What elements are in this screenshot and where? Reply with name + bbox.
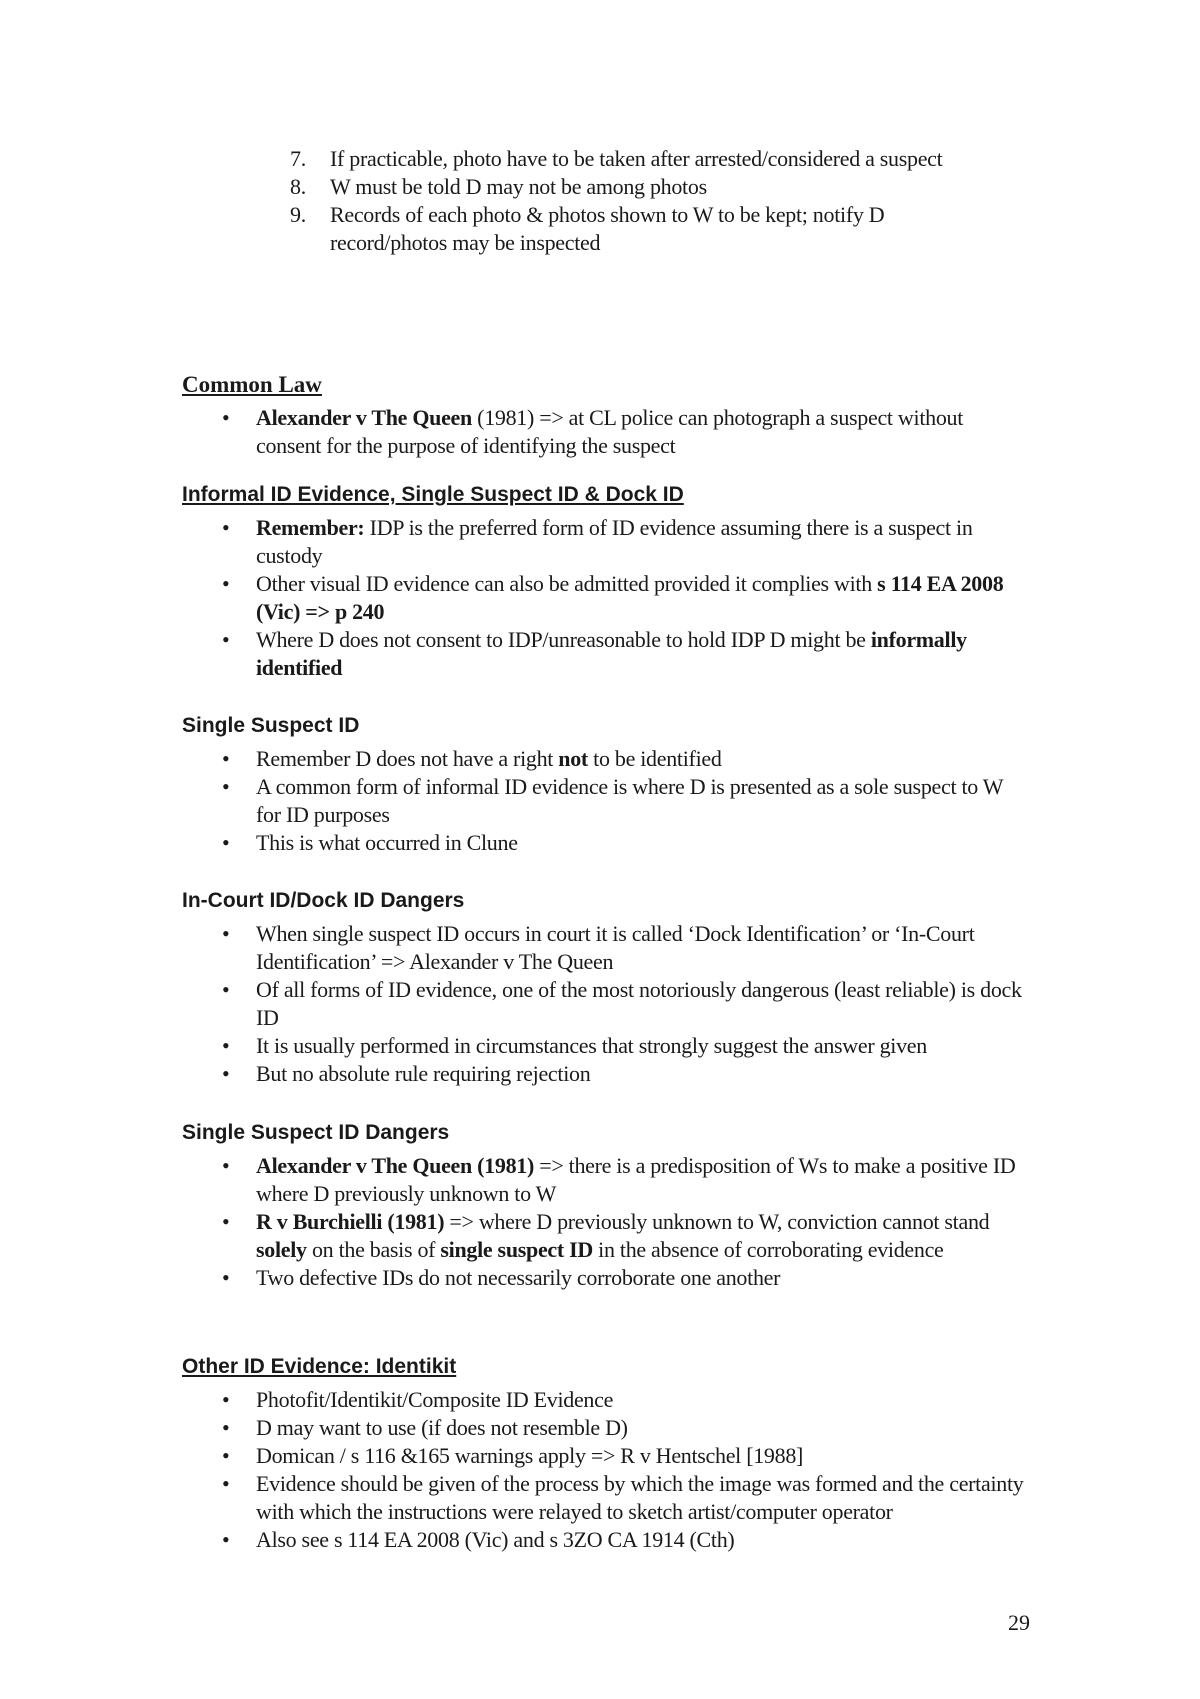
emphasis: not [558,746,588,771]
list-text: (1981) => at CL police can photograph a suspect without consent for the purpose of identifying the suspect [256,405,964,458]
list-item [290,201,990,257]
case-name: R v Burchielli (1981) [256,1209,445,1234]
section-heading: Informal ID Evidence, Single Suspect ID & Dock ID [182,483,684,506]
list-text: Other visual ID evidence can also be admitted provided it complies with [256,571,878,596]
list-text: on the basis of [306,1237,441,1262]
list-item [182,626,1032,682]
bullet-list [182,745,1032,857]
identikit-section [182,1352,1032,1554]
list-item [290,145,990,173]
list-item: • A common form of informal ID evidence is where D is presented as a sole suspect to W for ID purposes [182,773,1032,829]
emphasis: solely [256,1237,307,1262]
list-number: 9. [290,202,306,227]
informal-id-section [182,480,1032,682]
common-law-section [182,370,1032,460]
list-text: => there is a predisposition of Ws to make a positive ID where D previously unknown to W [256,1153,1016,1206]
section-heading: Single Suspect ID Dangers [182,1121,450,1144]
list-item: • But no absolute rule requiring rejection [182,1060,1032,1088]
list-item [182,1152,1032,1208]
list-item: • This is what occurred in Clune [182,829,1032,857]
section-heading: Common Law [182,372,322,397]
emphasis: informally identified [256,627,967,680]
bullet-list [182,1386,1032,1554]
emphasis: s 114 EA 2008 (Vic) => p 240 [256,571,1004,624]
list-text: Remember D does not have a right [256,746,559,771]
list-text: Where D does not consent to IDP/unreasonable to hold IDP D might be [256,627,871,652]
list-item [182,1208,1032,1264]
emphasis: Remember: [256,515,365,540]
list-item: • Of all forms of ID evidence, one of the most notoriously dangerous (least reliable) is dock ID [182,976,1032,1032]
section-heading: Single Suspect ID [182,714,360,737]
list-text: W must be told D may not be among photos [330,174,707,199]
list-item: • D may want to use (if does not resemble D) [182,1414,1032,1442]
list-item: • Two defective IDs do not necessarily corroborate one another [182,1264,1032,1292]
single-suspect-section [182,711,1032,857]
bullet-list [182,920,1032,1088]
section-heading: In-Court ID/Dock ID Dangers [182,889,465,912]
single-suspect-dangers-section [182,1118,1032,1292]
list-item: • Also see s 114 EA 2008 (Vic) and s 3ZO CA 1914 (Cth) [182,1526,1032,1554]
list-number: 7. [290,146,306,171]
list-item: • It is usually performed in circumstances that strongly suggest the answer given [182,1032,1032,1060]
list-item [182,514,1032,570]
numbered-list [290,145,990,257]
list-item: • Evidence should be given of the process by which the image was formed and the certainty with which the instructions were relayed to sketch artist/computer operator [182,1470,1032,1526]
list-text: to be identified [587,746,722,771]
list-text: IDP is the preferred form of ID evidence assuming there is a suspect in custody [256,515,973,568]
list-item [182,404,1032,460]
list-item [182,745,1032,773]
list-text: If practicable, photo have to be taken after arrested/considered a suspect [330,146,943,171]
list-item [182,570,1032,626]
section-heading: Other ID Evidence: Identikit [182,1355,457,1378]
list-text: => where D previously unknown to W, conviction cannot stand [444,1209,990,1234]
bullet-list [182,514,1032,682]
list-item: • When single suspect ID occurs in court it is called ‘Dock Identification’ or ‘In-Court Identification’ => Alexander v The Queen [182,920,1032,976]
case-name: Alexander v The Queen [256,405,472,430]
list-item: • Domican / s 116 &165 warnings apply => R v Hentschel [1988] [182,1442,1032,1470]
list-item [290,173,990,201]
page-number: 29 [1008,1610,1030,1635]
bullet-list [182,1152,1032,1292]
list-number: 8. [290,174,306,199]
list-text: Records of each photo & photos shown to W to be kept; notify D record/photos may be inspected [330,202,885,255]
bullet-list [182,404,1032,460]
list-item: • Photofit/Identikit/Composite ID Evidence [182,1386,1032,1414]
list-text: in the absence of corroborating evidence [592,1237,944,1262]
emphasis: single suspect ID [440,1237,593,1262]
dock-id-section [182,886,1032,1088]
case-name: Alexander v The Queen (1981) [256,1153,535,1178]
